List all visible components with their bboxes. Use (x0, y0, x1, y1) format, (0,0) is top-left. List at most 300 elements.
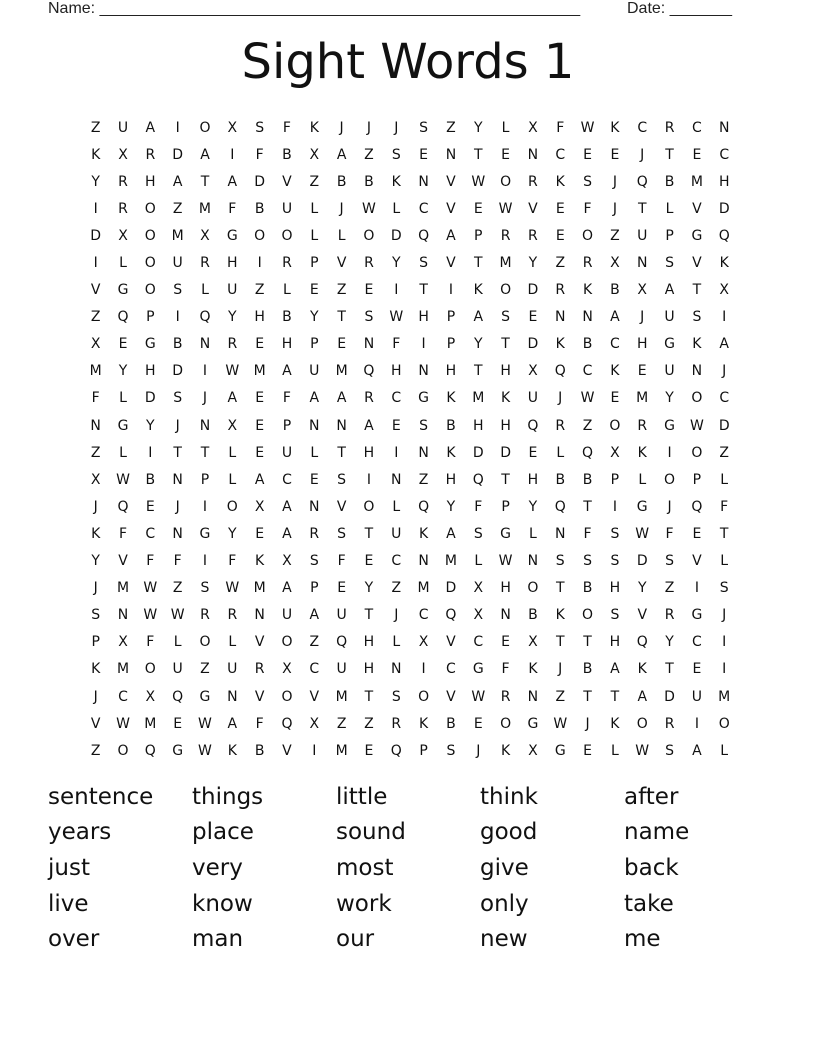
grid-letter: B (364, 173, 374, 190)
grid-letter: N (418, 553, 429, 570)
grid-letter: C (610, 336, 620, 353)
grid-letter: L (610, 742, 619, 759)
grid-letter: J (175, 498, 180, 515)
grid-row (82, 493, 738, 520)
grid-letter: T (173, 444, 182, 461)
grid-letter: S (473, 525, 483, 542)
grid-letter: A (336, 390, 347, 407)
grid-letter: O (199, 119, 211, 136)
grid-letter: A (446, 227, 456, 244)
grid-letter: A (227, 173, 238, 190)
grid-letter: X (528, 742, 538, 759)
grid-letter: Y (473, 336, 483, 353)
grid-letter: R (528, 173, 538, 190)
grid-letter: B (254, 200, 265, 217)
grid-letter: Q (172, 688, 184, 705)
grid-letter: U (309, 363, 320, 380)
grid-letter: A (309, 607, 320, 624)
grid-letter: O (117, 742, 129, 759)
grid-letter: L (665, 200, 674, 217)
grid-letter: W (116, 715, 130, 732)
grid-letter: M (636, 390, 649, 407)
grid-letter: D (472, 444, 484, 461)
grid-letter: V (446, 688, 456, 705)
grid-letter: T (692, 282, 702, 299)
grid-letter: V (309, 688, 320, 705)
word-search-grid (82, 114, 738, 764)
grid-letter: J (339, 119, 344, 136)
grid-letter: T (555, 634, 565, 651)
word-list-item: work (336, 890, 392, 917)
word-list-row (48, 921, 768, 957)
grid-letter: O (144, 282, 156, 299)
grid-letter: Q (527, 417, 539, 434)
grid-letter: Z (446, 119, 456, 136)
word-list-item: man (192, 926, 244, 953)
grid-letter: S (391, 146, 401, 163)
grid-letter: D (390, 227, 402, 244)
grid-letter: I (230, 146, 235, 163)
grid-letter: U (227, 282, 238, 299)
grid-letter: W (498, 553, 513, 570)
grid-letter: K (610, 119, 620, 136)
grid-letter: N (555, 525, 566, 542)
grid-letter: H (227, 255, 238, 272)
grid-letter: X (118, 227, 128, 244)
grid-letter: L (638, 471, 647, 488)
grid-letter: W (170, 607, 185, 624)
grid-letter: O (144, 661, 156, 678)
grid-letter: U (281, 607, 293, 624)
grid-row (82, 222, 738, 249)
grid-letter: B (555, 471, 566, 488)
grid-letter: Z (90, 309, 101, 326)
grid-letter: C (555, 146, 566, 163)
grid-letter: D (664, 688, 675, 705)
grid-letter: F (282, 390, 291, 407)
grid-letter: T (200, 444, 210, 461)
grid-letter: L (201, 282, 209, 299)
grid-letter: I (722, 309, 727, 326)
grid-letter: S (337, 471, 347, 488)
grid-letter: S (309, 553, 319, 570)
grid-letter: O (500, 173, 512, 190)
grid-letter: E (692, 525, 702, 542)
grid-letter: F (228, 553, 237, 570)
grid-letter: D (527, 282, 539, 299)
grid-letter: E (309, 471, 319, 488)
grid-letter: E (255, 525, 265, 542)
grid-letter: G (664, 417, 675, 434)
grid-letter: Y (91, 173, 100, 190)
word-list-item: sound (336, 819, 406, 846)
grid-letter: Q (390, 742, 402, 759)
grid-letter: E (364, 282, 374, 299)
grid-letter: I (722, 661, 727, 678)
grid-letter: C (446, 661, 456, 678)
grid-letter: K (473, 282, 483, 299)
grid-letter: Z (90, 444, 101, 461)
grid-letter: Y (364, 580, 374, 597)
grid-letter: Q (636, 634, 648, 651)
word-list (48, 779, 768, 957)
grid-letter: Z (582, 417, 593, 434)
grid-letter: T (337, 309, 346, 326)
grid-letter: Y (446, 498, 456, 515)
grid-letter: Q (554, 363, 566, 380)
grid-letter: E (337, 336, 347, 353)
word-list-item: take (624, 890, 674, 917)
grid-letter: L (474, 553, 483, 570)
grid-letter: O (144, 227, 156, 244)
word-list-item: our (336, 926, 375, 953)
grid-letter: O (144, 255, 156, 272)
grid-letter: T (583, 498, 592, 515)
grid-letter: L (310, 444, 319, 461)
grid-letter: R (555, 417, 566, 434)
grid-letter: R (282, 255, 292, 272)
grid-letter: W (143, 607, 158, 624)
grid-letter: S (91, 607, 101, 624)
grid-letter: K (555, 336, 565, 353)
grid-letter: E (555, 227, 565, 244)
grid-letter: H (609, 634, 621, 651)
grid-letter: N (363, 336, 375, 353)
grid-letter: X (118, 146, 128, 163)
grid-letter: K (500, 390, 511, 407)
grid-letter: U (527, 390, 539, 407)
word-list-item: place (192, 819, 254, 846)
grid-letter: I (421, 336, 426, 353)
grid-letter: O (582, 227, 594, 244)
grid-letter: T (610, 688, 620, 705)
grid-letter: J (585, 715, 590, 732)
grid-letter: C (391, 553, 402, 570)
grid-letter: B (582, 661, 593, 678)
grid-letter: U (281, 444, 293, 461)
grid-letter: C (637, 119, 648, 136)
grid-letter: S (419, 255, 429, 272)
grid-letter: E (692, 146, 702, 163)
grid-letter: H (609, 580, 621, 597)
grid-letter: V (692, 200, 702, 217)
grid-letter: A (200, 146, 210, 163)
grid-letter: M (417, 580, 430, 597)
grid-letter: R (200, 607, 210, 624)
grid-letter: X (200, 227, 210, 244)
grid-letter: J (476, 742, 481, 759)
grid-letter: F (255, 146, 264, 163)
grid-letter: B (582, 580, 593, 597)
grid-letter: C (418, 200, 429, 217)
grid-letter: Q (445, 607, 457, 624)
word-list-item: me (624, 926, 661, 953)
grid-letter: E (528, 309, 538, 326)
grid-letter: K (91, 146, 101, 163)
grid-letter: S (692, 309, 702, 326)
grid-letter: N (527, 146, 539, 163)
grid-letter: F (720, 498, 729, 515)
grid-letter: J (640, 309, 645, 326)
grid-letter: I (722, 634, 727, 651)
grid-letter: A (282, 580, 292, 597)
grid-letter: O (281, 227, 293, 244)
grid-letter: N (254, 607, 265, 624)
grid-letter: Q (472, 471, 484, 488)
grid-letter: O (664, 471, 676, 488)
grid-letter: U (227, 661, 238, 678)
grid-letter: E (473, 715, 483, 732)
grid-letter: J (558, 661, 563, 678)
grid-letter: K (610, 715, 620, 732)
grid-letter: T (583, 634, 592, 651)
grid-letter: A (309, 390, 320, 407)
grid-letter: S (583, 553, 593, 570)
grid-letter: F (91, 390, 100, 407)
grid-letter: E (145, 498, 155, 515)
grid-letter: I (366, 471, 372, 488)
grid-letter: O (226, 498, 238, 515)
grid-letter: O (254, 227, 266, 244)
word-list-item: after (624, 783, 679, 810)
grid-letter: P (310, 580, 319, 597)
grid-letter: C (691, 634, 702, 651)
word-list-item: give (480, 854, 529, 881)
grid-letter: K (692, 336, 702, 353)
grid-letter: Z (555, 688, 566, 705)
grid-letter: Z (364, 146, 374, 163)
grid-letter: Q (418, 227, 430, 244)
grid-letter: Q (582, 444, 594, 461)
grid-letter: U (691, 688, 702, 705)
grid-letter: I (93, 255, 98, 272)
grid-letter: K (255, 553, 265, 570)
grid-letter: A (473, 309, 484, 326)
word-list-row (48, 850, 768, 886)
grid-letter: K (500, 742, 511, 759)
grid-letter: W (389, 309, 404, 326)
grid-letter: O (500, 715, 512, 732)
grid-letter: O (199, 634, 211, 651)
grid-letter: B (172, 336, 183, 353)
grid-letter: E (583, 146, 592, 163)
word-list-item: sentence (48, 783, 154, 810)
grid-letter: T (637, 200, 647, 217)
grid-letter: Z (391, 580, 402, 597)
grid-letter: L (720, 742, 729, 759)
grid-letter: X (418, 634, 429, 651)
grid-letter: E (337, 580, 347, 597)
grid-letter: W (198, 742, 212, 759)
grid-letter: T (501, 336, 510, 353)
grid-letter: N (418, 363, 429, 380)
grid-letter: D (718, 417, 730, 434)
grid-letter: Q (199, 309, 211, 326)
grid-letter: R (582, 255, 593, 272)
grid-row (82, 277, 738, 304)
grid-letter: M (171, 227, 184, 244)
grid-letter: P (200, 471, 210, 488)
grid-letter: Q (691, 498, 703, 515)
grid-letter: Z (200, 661, 210, 678)
grid-letter: F (583, 525, 592, 542)
grid-letter: A (610, 661, 620, 678)
grid-letter: X (528, 634, 538, 651)
grid-letter: H (527, 471, 539, 488)
grid-letter: S (665, 742, 674, 759)
grid-letter: R (664, 119, 675, 136)
grid-letter: S (173, 390, 183, 407)
grid-letter: U (664, 309, 675, 326)
grid-letter: L (173, 634, 182, 651)
grid-letter: F (146, 553, 155, 570)
grid-letter: Y (391, 255, 401, 272)
grid-letter: R (637, 417, 648, 434)
grid-letter: X (637, 282, 648, 299)
grid-letter: U (637, 227, 648, 244)
grid-letter: I (175, 119, 180, 136)
grid-letter: Z (610, 227, 620, 244)
grid-letter: N (391, 471, 402, 488)
grid-letter: Q (418, 498, 430, 515)
grid-letter: P (665, 227, 674, 244)
grid-letter: T (200, 173, 210, 190)
grid-letter: L (556, 444, 565, 461)
grid-letter: C (391, 390, 402, 407)
grid-letter: Y (228, 309, 237, 326)
grid-letter: B (582, 471, 593, 488)
grid-letter: B (282, 309, 292, 326)
grid-letter: Z (90, 742, 101, 759)
grid-letter: N (391, 661, 402, 678)
grid-letter: J (339, 200, 344, 217)
grid-letter: C (691, 119, 702, 136)
word-list-item: years (48, 819, 112, 846)
grid-letter: W (143, 580, 158, 597)
grid-letter: D (527, 336, 539, 353)
grid-letter: I (202, 363, 208, 380)
grid-letter: S (719, 580, 729, 597)
grid-letter: N (418, 444, 429, 461)
grid-letter: P (446, 309, 456, 326)
grid-letter: W (198, 715, 212, 732)
grid-letter: J (175, 417, 180, 434)
grid-letter: K (446, 390, 456, 407)
grid-letter: H (500, 417, 511, 434)
grid-letter: P (446, 336, 456, 353)
grid-letter: N (691, 363, 703, 380)
grid-letter: S (665, 255, 674, 272)
grid-letter: F (337, 553, 346, 570)
grid-letter: X (473, 580, 484, 597)
grid-letter: V (446, 200, 456, 217)
grid-letter: H (391, 363, 402, 380)
grid-letter: O (636, 715, 648, 732)
grid-letter: I (612, 498, 617, 515)
grid-letter: X (309, 715, 320, 732)
grid-letter: U (664, 363, 675, 380)
grid-letter: R (555, 282, 566, 299)
grid-letter: Z (664, 580, 675, 597)
grid-letter: K (227, 742, 237, 759)
grid-letter: V (90, 282, 101, 299)
grid-letter: E (118, 336, 128, 353)
grid-letter: D (636, 553, 648, 570)
grid-letter: T (665, 661, 674, 678)
grid-letter: E (528, 444, 538, 461)
word-list-item: think (480, 783, 538, 810)
grid-letter: M (472, 390, 485, 407)
grid-letter: K (309, 119, 319, 136)
grid-letter: C (473, 634, 484, 651)
grid-row (82, 141, 738, 168)
grid-row (82, 168, 738, 195)
grid-letter: V (528, 200, 538, 217)
grid-letter: H (718, 173, 730, 190)
grid-letter: W (553, 715, 568, 732)
grid-letter: D (90, 227, 102, 244)
grid-letter: Z (418, 471, 429, 488)
grid-letter: G (691, 227, 703, 244)
grid-letter: S (173, 282, 183, 299)
word-list-item: know (192, 890, 253, 917)
grid-letter: T (364, 607, 374, 624)
grid-letter: J (722, 607, 727, 624)
grid-letter: E (610, 390, 620, 407)
grid-letter: E (692, 661, 702, 678)
grid-letter: J (612, 173, 617, 190)
grid-row (82, 737, 738, 764)
grid-letter: P (310, 336, 319, 353)
grid-row (82, 439, 738, 466)
grid-letter: P (146, 309, 155, 326)
grid-letter: G (199, 688, 211, 705)
grid-letter: C (118, 688, 128, 705)
grid-letter: V (282, 173, 292, 190)
grid-letter: K (91, 661, 101, 678)
grid-letter: R (254, 661, 265, 678)
grid-letter: W (635, 742, 650, 759)
grid-letter: G (199, 525, 211, 542)
grid-letter: I (148, 444, 153, 461)
grid-letter: X (719, 282, 729, 299)
grid-letter: A (282, 498, 292, 515)
grid-letter: O (691, 390, 703, 407)
grid-letter: N (555, 309, 566, 326)
grid-letter: W (471, 688, 486, 705)
grid-letter: Y (665, 634, 674, 651)
grid-letter: J (93, 498, 98, 515)
grid-letter: I (694, 715, 699, 732)
grid-letter: M (335, 363, 348, 380)
grid-letter: T (555, 580, 565, 597)
grid-letter: T (473, 255, 483, 272)
grid-letter: K (637, 444, 647, 461)
grid-letter: T (473, 146, 483, 163)
grid-letter: R (145, 146, 156, 163)
grid-letter: R (118, 200, 128, 217)
grid-letter: X (90, 336, 101, 353)
grid-letter: L (392, 200, 401, 217)
grid-letter: N (90, 417, 101, 434)
grid-letter: K (555, 173, 565, 190)
grid-letter: I (202, 498, 208, 515)
grid-letter: N (500, 607, 511, 624)
page-title: Sight Words 1 (241, 34, 575, 90)
grid-letter: A (227, 390, 238, 407)
word-list-item: good (480, 819, 538, 846)
grid-letter: Y (528, 498, 538, 515)
